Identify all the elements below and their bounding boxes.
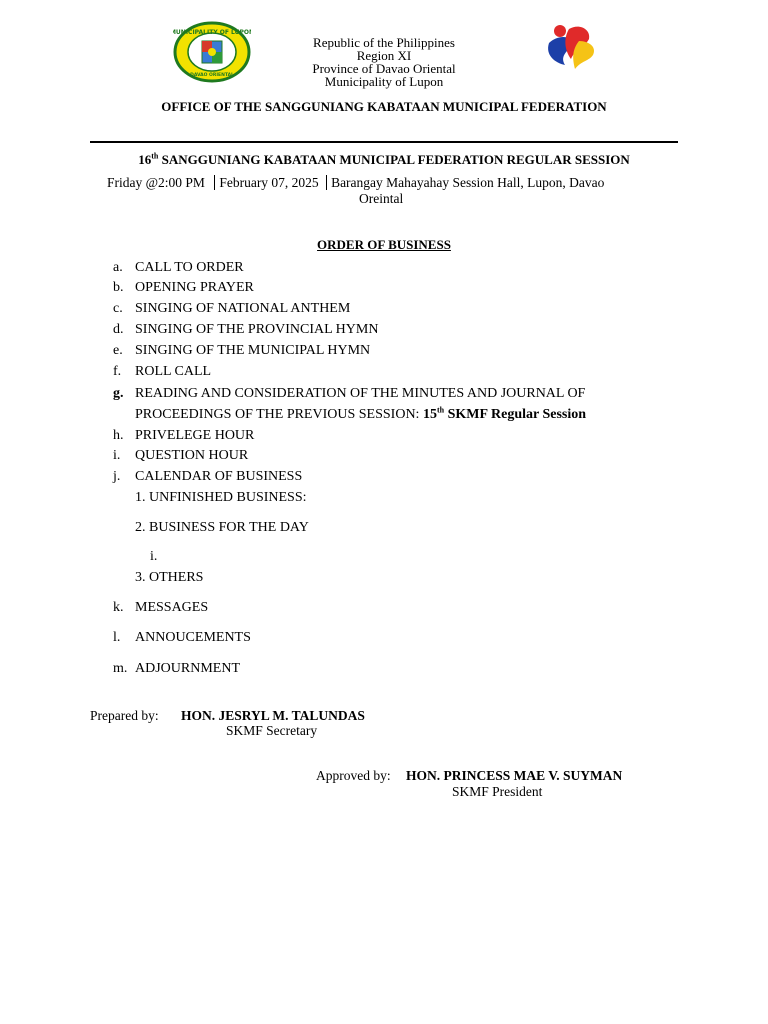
prepared-label: Prepared by:: [90, 708, 159, 723]
order-heading: ORDER OF BUSINESS: [317, 237, 451, 252]
header-province: Province of Davao Oriental: [312, 61, 456, 76]
seal-text-bottom: DAVAO ORIENTAL: [190, 73, 234, 78]
session-number-suffix: th: [151, 151, 159, 161]
divider: [214, 175, 215, 190]
header-republic: Republic of the Philippines: [313, 35, 455, 50]
session-details: [107, 175, 604, 191]
approved-name: HON. PRINCESS MAE V. SUYMAN: [406, 768, 623, 783]
office-title: OFFICE OF THE SANGGUNIANG KABATAAN MUNICIPAL FEDERATION: [161, 99, 607, 114]
session-number: 16: [138, 152, 152, 167]
header-region: Region XI: [356, 48, 412, 63]
prepared-name: HON. JESRYL M. TALUNDAS: [181, 708, 365, 723]
sub-sub-item: i.: [150, 549, 158, 564]
approved-title: SKMF President: [452, 784, 543, 799]
sub-item-unfinished: 1. UNFINISHED BUSINESS:: [135, 490, 307, 505]
sub-item-others: 3. OTHERS: [135, 570, 204, 585]
session-title: [0, 152, 768, 168]
session-title-text: SANGGUNIANG KABATAAN MUNICIPAL FEDERATION REGULAR SESSION: [158, 152, 630, 167]
seal-text-top: MUNICIPALITY OF LUPON: [173, 29, 251, 36]
sub-item-business-for-day: 2. BUSINESS FOR THE DAY: [135, 520, 309, 535]
session-date: February 07, 2025: [219, 175, 319, 190]
list-item-continuation: PROCEEDINGS OF THE PREVIOUS SESSION: 15th SKMF Regular Session: [135, 405, 587, 422]
session-venue-cont: Oreintal: [359, 191, 404, 206]
session-venue: Barangay Mahayahay Session Hall, Lupon, Davao: [331, 175, 605, 190]
header-municipality: Municipality of Lupon: [324, 74, 444, 89]
divider: [326, 175, 327, 190]
header-divider: [90, 141, 678, 143]
approved-label: Approved by:: [316, 768, 391, 783]
prepared-title: SKMF Secretary: [226, 723, 318, 738]
session-time: Friday @2:00 PM: [107, 175, 205, 190]
